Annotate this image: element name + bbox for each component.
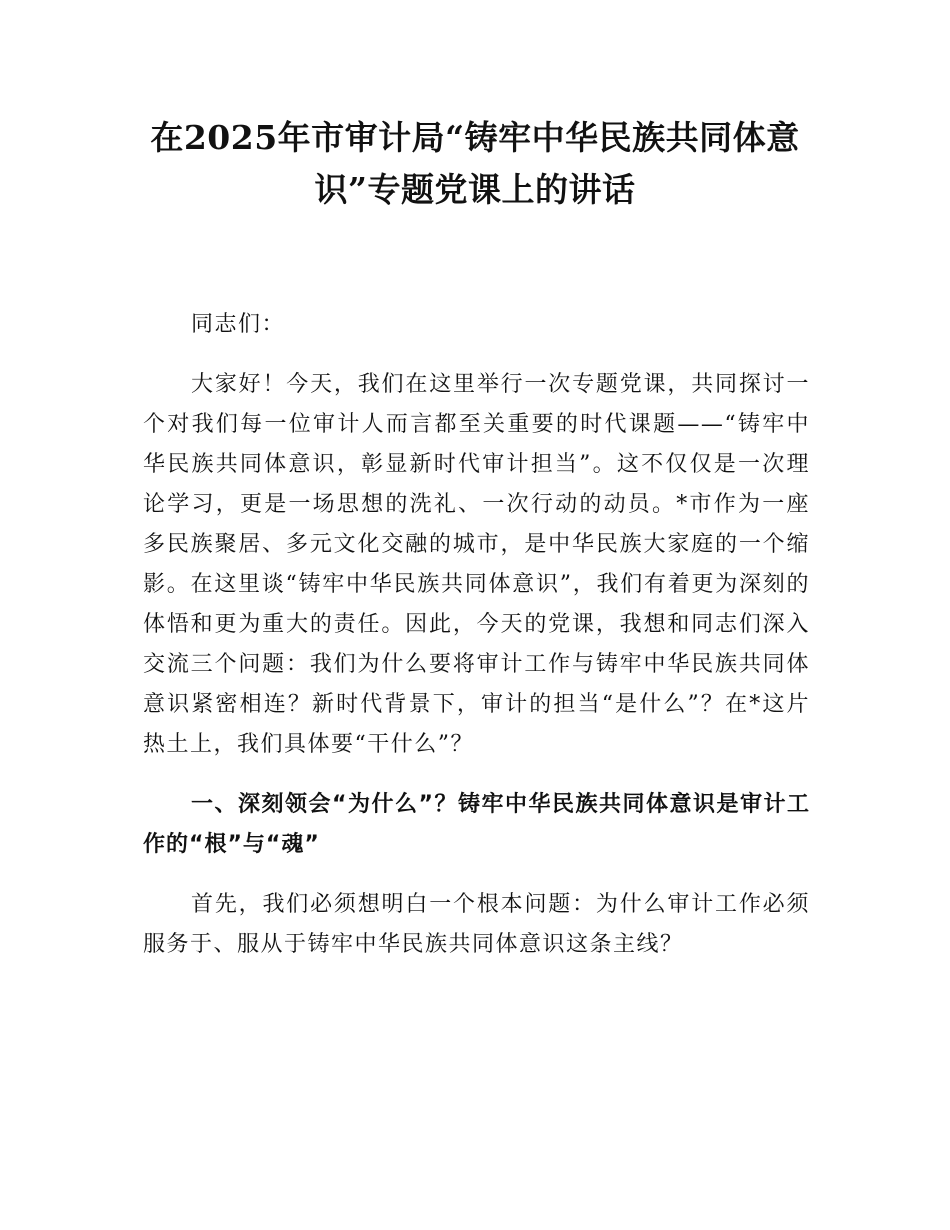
opening-paragraph: 大家好！今天，我们在这里举行一次专题党课，共同探讨一个对我们每一位审计人而言都至关重要的时代课题——“铸牢中华民族共同体意识，彰显新时代审计担当”。这不仅仅是一次理论学习，更是一场思想的洗礼、一次行动的动员。*市作为一座多民族聚居、多元文化交融的城市，是中华民族大家庭的一个缩影。在这里谈“铸牢中华民族共同体意识”，我们有着更为深刻的体悟和更为重大的责任。因此，今天的党课，我想和同志们深入交流三个问题：我们为什么要将审计工作与铸牢中华民族共同体意识紧密相连？新时代背景下，审计的担当“是什么”？在*这片热土上，我们具体要“干什么”？: [143, 372, 810, 757]
section-paragraph: 首先，我们必须想明白一个根本问题：为什么审计工作必须服务于、服从于铸牢中华民族共同体意识这条主线？: [143, 892, 810, 957]
document-title: 在2025年市审计局“铸牢中华民族共同体意识”专题党课上的讲话: [150, 118, 800, 209]
section-heading: 一、深刻领会“为什么”？铸牢中华民族共同体意识是审计工作的“根”与“魂”: [143, 792, 810, 857]
salutation: 同志们：: [191, 312, 286, 337]
document-body: [143, 305, 810, 985]
